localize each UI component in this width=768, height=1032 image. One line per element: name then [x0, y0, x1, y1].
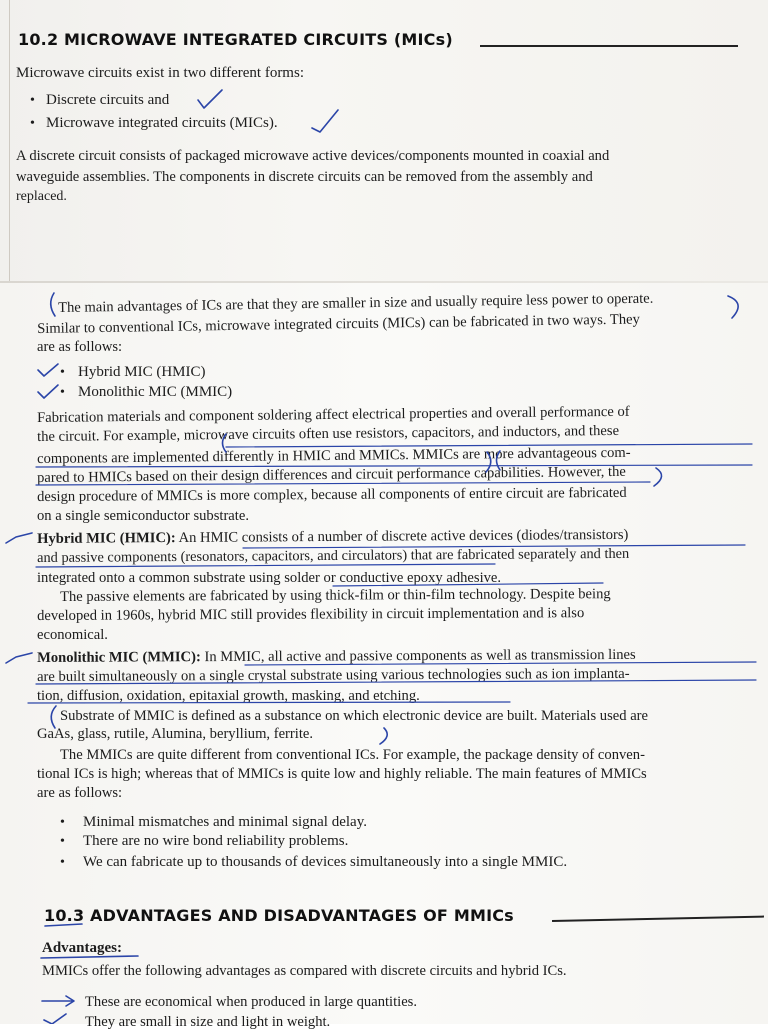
discrete-para-line-1: A discrete circuit consists of packaged microwave active devices/components mounted in coaxial and — [16, 148, 610, 164]
fabrication-line-1: Fabrication materials and component soldering affect electrical properties and overall performance of — [37, 403, 630, 426]
section-heading-10-3: 10.3 ADVANTAGES AND DISADVANTAGES OF MMICs — [44, 906, 514, 925]
bullet: • — [30, 116, 35, 131]
mmic-line-2: are built simultaneously on a single crystal substrate using various technologies such as ion implanta- — [37, 665, 630, 685]
mmic-diff-line-2: tional ICs is high; whereas that of MMICs is quite low and highly reliable. The main features of MMICs — [37, 766, 647, 782]
heading-rule — [480, 45, 738, 47]
hmic-line-3: integrated onto a common substrate using solder or conductive epoxy adhesive. — [37, 570, 502, 586]
bullet: • — [60, 834, 65, 849]
mmic-diff-line-1: The MMICs are quite different from conventional ICs. For example, the package density of conven- — [60, 747, 645, 763]
feature-item-2: There are no wire bond reliability problems. — [83, 833, 349, 849]
passive-line-2: developed in 1960s, hybrid MIC still provides flexibility in circuit implementation and is also — [37, 605, 585, 624]
advantage-item-2: They are small in size and light in weight. — [85, 1014, 331, 1030]
passive-line-3: economical. — [37, 627, 108, 643]
fabrication-line-2: the circuit. For example, microwave circuits often use resistors, capacitors, and inductors, and these — [37, 422, 620, 445]
feature-item-1: Minimal mismatches and minimal signal delay. — [83, 814, 367, 830]
bullet: • — [60, 365, 65, 380]
advantages-para-line-2: Similar to conventional ICs, microwave integrated circuits (MICs) can be fabricated in two ways. They — [37, 311, 640, 337]
form-item-1: Discrete circuits and — [46, 92, 170, 108]
bullet: • — [30, 93, 35, 108]
fabrication-line-3: components are implemented differently in HMIC and MMICs. MMICs are more advantageous com- — [37, 444, 631, 467]
intro-text: Microwave circuits exist in two different forms: — [16, 65, 304, 81]
discrete-para-line-2: waveguide assemblies. The components in discrete circuits can be removed from the assembly and — [16, 169, 593, 185]
advantages-label: Advantages: — [42, 940, 123, 956]
mmic-text: In MMIC, all active and passive components as well as transmission lines — [200, 646, 636, 666]
mmic-term: Monolithic MIC (MMIC): — [37, 649, 201, 666]
fabrication-line-6: on a single semiconductor substrate. — [37, 508, 249, 524]
form-item-2: Microwave integrated circuits (MICs). — [46, 115, 278, 131]
advantages-intro: MMICs offer the following advantages as compared with discrete circuits and hybrid ICs. — [42, 963, 567, 979]
mmic-diff-line-3: are as follows: — [37, 785, 123, 801]
bullet: • — [60, 815, 65, 830]
hmic-text: An HMIC consists of a number of discrete active devices (diodes/transistors) — [175, 526, 629, 547]
passive-line-1: The passive elements are fabricated by using thick-film or thin-film technology. Despite being — [60, 586, 611, 605]
fabrication-line-5: design procedure of MMICs is more complex, because all components of entire circuit are fabricated — [37, 484, 627, 505]
hmic-term: Hybrid MIC (HMIC): — [37, 530, 176, 547]
bullet: • — [60, 385, 65, 400]
page-edge — [9, 0, 10, 282]
hmic-line-2: and passive components (resonators, capacitors, and circulators) that are fabricated separately and then — [37, 545, 630, 566]
bullet: • — [60, 855, 65, 870]
way-item-2: Monolithic MIC (MMIC) — [78, 384, 233, 400]
substrate-line-1: Substrate of MMIC is defined as a substance on which electronic device are built. Materials used are — [60, 708, 649, 724]
feature-item-3: We can fabricate up to thousands of devices simultaneously into a single MMIC. — [83, 854, 568, 870]
discrete-para-line-3: replaced. — [16, 189, 67, 204]
way-item-1: Hybrid MIC (HMIC) — [78, 364, 206, 380]
fabrication-line-4: pared to HMICs based on their design differences and circuit performance capabilities. However, the — [37, 463, 626, 486]
mmic-line-3: tion, diffusion, oxidation, epitaxial growth, masking, and etching. — [37, 688, 420, 704]
section-heading-10-2: 10.2 MICROWAVE INTEGRATED CIRCUITS (MICs) — [18, 30, 453, 49]
advantages-para-line-1: The main advantages of ICs are that they are smaller in size and usually require less power to operate. — [58, 290, 654, 316]
advantage-item-1: These are economical when produced in large quantities. — [85, 994, 418, 1010]
substrate-line-2: GaAs, glass, rutile, Alumina, beryllium, ferrite. — [37, 726, 314, 742]
page-fold — [0, 281, 768, 283]
advantages-para-line-3: are as follows: — [37, 339, 123, 355]
